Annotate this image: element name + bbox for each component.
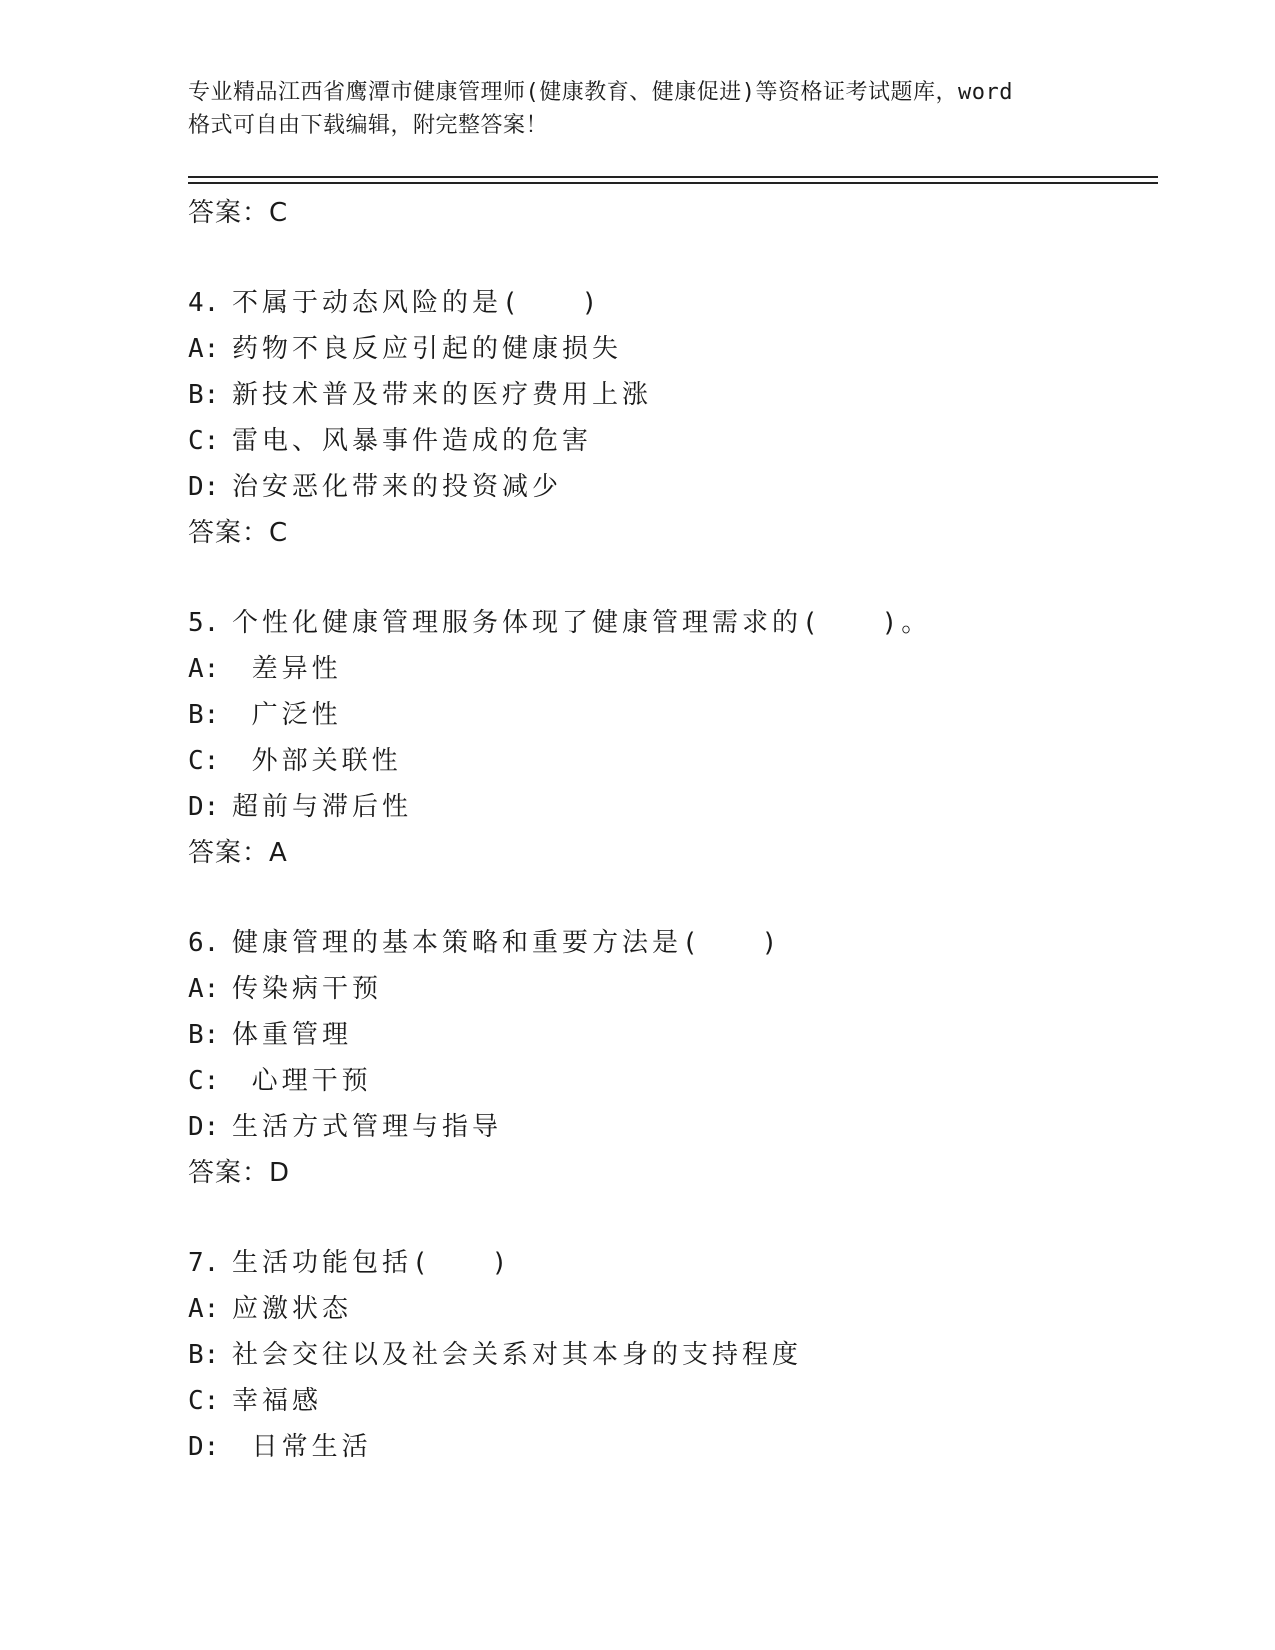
- option-text: 日常生活: [232, 1432, 372, 1462]
- question-text: [188, 920, 1148, 966]
- option-key: D:: [188, 792, 220, 822]
- question-text: [188, 280, 1148, 326]
- header-line-1: 专业精品江西省鹰潭市健康管理师(健康教育、健康促进)等资格证考试题库，word: [188, 80, 1013, 105]
- option-d: [188, 464, 1148, 510]
- option-text: 差异性: [232, 654, 342, 684]
- option-c: [188, 1378, 1148, 1424]
- question-text: [188, 1240, 1148, 1286]
- header-rule-bottom: [188, 182, 1158, 184]
- option-key: C:: [188, 426, 220, 456]
- option-key: A:: [188, 974, 220, 1004]
- question-number: 6.: [188, 928, 220, 958]
- question-stem: 健康管理的基本策略和重要方法是( ): [232, 928, 782, 958]
- option-text: 体重管理: [232, 1020, 353, 1050]
- option-c: [188, 1058, 1148, 1104]
- option-key: A:: [188, 334, 220, 364]
- document-header: [188, 76, 1088, 142]
- option-c: [188, 418, 1148, 464]
- option-d: [188, 1424, 1148, 1470]
- option-text: 超前与滞后性: [232, 792, 413, 822]
- answer-line: 答案：A: [188, 838, 288, 868]
- option-key: D:: [188, 1432, 220, 1462]
- option-text: 应激状态: [232, 1294, 353, 1324]
- question-stem: 个性化健康管理服务体现了健康管理需求的( )。: [232, 608, 932, 638]
- header-line-2: 格式可自由下载编辑，附完整答案！: [188, 113, 549, 138]
- option-key: D:: [188, 472, 220, 502]
- option-b: [188, 1332, 1148, 1378]
- option-a: [188, 1286, 1148, 1332]
- question-6: [188, 920, 1148, 1196]
- option-text: 心理干预: [232, 1066, 372, 1096]
- option-c: [188, 738, 1148, 784]
- option-a: [188, 326, 1148, 372]
- option-key: A:: [188, 1294, 220, 1324]
- option-key: C:: [188, 746, 220, 776]
- option-text: 外部关联性: [232, 746, 402, 776]
- answer-line: 答案：C: [188, 518, 289, 548]
- option-text: 新技术普及带来的医疗费用上涨: [232, 380, 653, 410]
- option-b: [188, 1012, 1148, 1058]
- option-text: 传染病干预: [232, 974, 383, 1004]
- option-b: [188, 372, 1148, 418]
- document-body: [188, 190, 1148, 1470]
- question-stem: 不属于动态风险的是( ): [232, 288, 602, 318]
- option-text: 社会交往以及社会关系对其本身的支持程度: [232, 1340, 803, 1370]
- option-key: C:: [188, 1066, 220, 1096]
- question-5: [188, 600, 1148, 876]
- option-a: [188, 646, 1148, 692]
- question-4: [188, 280, 1148, 556]
- option-key: A:: [188, 654, 220, 684]
- option-key: B:: [188, 380, 220, 410]
- option-text: 广泛性: [232, 700, 342, 730]
- option-a: [188, 966, 1148, 1012]
- question-number: 5.: [188, 608, 220, 638]
- option-b: [188, 692, 1148, 738]
- option-key: C:: [188, 1386, 220, 1416]
- answer-line: 答案：C: [188, 198, 289, 228]
- question-7: [188, 1240, 1148, 1470]
- answer-line: 答案：D: [188, 1158, 291, 1188]
- option-text: 雷电、风暴事件造成的危害: [232, 426, 593, 456]
- option-text: 幸福感: [232, 1386, 323, 1416]
- option-text: 药物不良反应引起的健康损失: [232, 334, 623, 364]
- option-key: D:: [188, 1112, 220, 1142]
- option-key: B:: [188, 700, 220, 730]
- question-stem: 生活功能包括( ): [232, 1248, 512, 1278]
- option-key: B:: [188, 1020, 220, 1050]
- question-text: [188, 600, 1148, 646]
- question-number: 7.: [188, 1248, 220, 1278]
- option-text: 生活方式管理与指导: [232, 1112, 503, 1142]
- option-text: 治安恶化带来的投资减少: [232, 472, 563, 502]
- option-d: [188, 784, 1148, 830]
- header-rule-top: [188, 176, 1158, 178]
- question-number: 4.: [188, 288, 220, 318]
- option-key: B:: [188, 1340, 220, 1370]
- option-d: [188, 1104, 1148, 1150]
